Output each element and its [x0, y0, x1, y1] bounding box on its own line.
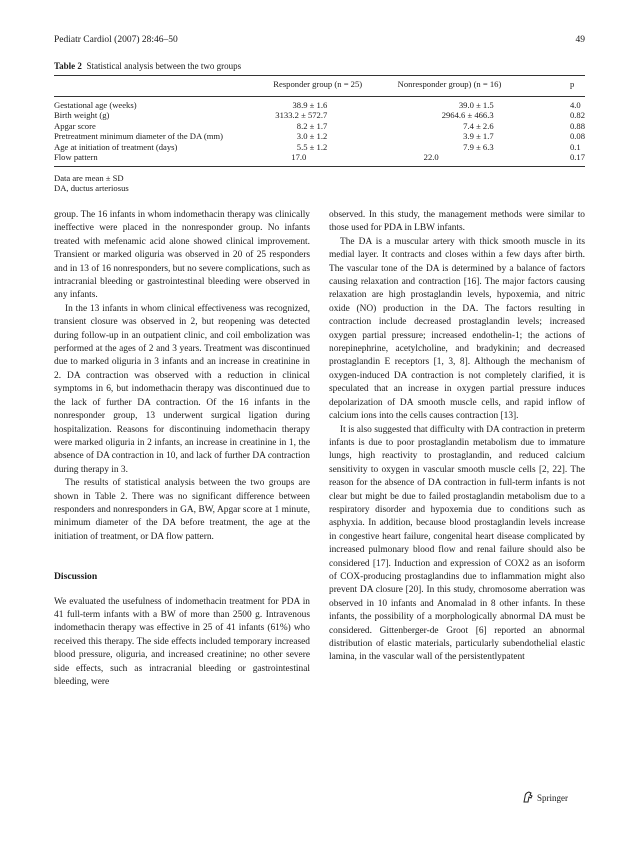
header-cell	[54, 79, 273, 96]
responder-value: 5.5 ± 1.2	[296, 141, 328, 152]
row-label: Age at initiation of treatment (days)	[54, 141, 178, 152]
table-footnotes	[54, 173, 129, 194]
left-column	[54, 209, 310, 689]
paragraph: observed. In this study, the management methods were similar to those used for PDA in LBW infants.	[329, 210, 585, 234]
p-value: 0.1	[569, 141, 581, 152]
nonresponder-value: 2964.6 ± 466.3	[441, 110, 494, 121]
nonresponder-value: 7.4 ± 2.6	[463, 120, 494, 131]
header-cell: Nonresponder group) (n = 16)	[397, 79, 502, 89]
table-bottom-rule	[54, 166, 585, 167]
table-caption	[54, 61, 241, 71]
paragraph: In the 13 infants in whom clinical effectiveness was recognized, transient closure was observed in 2, but reopening was detected during follow-up in an outpatient clinic, and coil embolization was performed at the ages of 2 and 3 years. Treatment was discontinued due to marked oliguria in 3 infants and an increase in creatinine in 2. DA contraction was observed with a reduction in clinical symptoms in 6, but indomethacin therapy was discontinued due to the lack of further DA contraction. Of the 16 infants in the nonresponder group, 13 underwent surgical ligation during hospitalization. Reasons for discontinuing indomethacin therapy were marked oliguria in 2 infants, an increase in creatinine in 1, the absence of DA contraction in 10, and lack of further DA contraction during therapy in 3.	[54, 303, 310, 475]
row-label: Pretreatment minimum diameter of the DA (mm)	[54, 131, 223, 142]
nonresponder-value: 3.9 ± 1.7	[463, 131, 494, 142]
p-value: 0.82	[569, 110, 585, 121]
footnote: DA, ductus arteriosus	[54, 183, 129, 194]
right-column	[329, 209, 585, 665]
row-label: Flow pattern	[54, 152, 98, 163]
row-label: Apgar score	[54, 120, 96, 131]
responder-value: 8.2 ± 1.7	[296, 120, 328, 131]
table-row	[54, 110, 585, 120]
statistics-table	[54, 79, 585, 162]
page-number: 49	[575, 35, 585, 45]
table-label: Table 2	[54, 61, 82, 71]
p-value: 0.17	[569, 152, 585, 163]
nonresponder-value: 7.9 ± 6.3	[463, 141, 494, 152]
nonresponder-value: 39.0 ± 1.5	[458, 100, 494, 110]
table-row	[54, 100, 585, 110]
paragraph: We evaluated the usefulness of indomethacin treatment for PDA in 41 full-term infants with a BW of more than 2500 g. Intravenous indomethacin therapy was effective in 25 of 41 infants (61%) who received this therapy. The side effects included temporary increased blood pressure, oliguria, and increased creatinine; no other severe side effects, such as intracranial bleeding or gastrointestinal bleeding, were	[54, 596, 310, 687]
paragraph: It is also suggested that difficulty with DA contraction in preterm infants is due to poor prostaglandin metabolism due to immature lungs, high reactivity to prostaglandin, and reduced calcium sensitivity to oxygen in vascular smooth muscle cells [2, 22]. The reason for the absence of DA contraction in full-term infants is not clear but might be due to failed prostaglandin metabolism due to a respiratory disorder and hypoxemia due to conditions such as asphyxia. In addition, because blood prostaglandin levels increase in congestive heart failure, congenital heart disease complicated by increased pulmonary blood flow and renal failure should also be considered [17]. Induction and expression of COX2 as an isoform of COX-producing prostaglandins due to inflammation might also prevent DA closure [20]. In this study, chromosome aberration was observed in 10 infants and Anomalad in 8 other infants. In these infants, the possibility of a morphologically abnormal DA must be considered. Gittenberger-de Groot [6] reported an abnormal distribution of elastic materials, particularly subendothelial elastic lamina, in the vascular wall of the persistentlypatent	[329, 424, 585, 663]
responder-value: 3.0 ± 1.2	[296, 131, 328, 142]
p-value: 4.0	[569, 100, 581, 110]
table-top-rule	[54, 75, 585, 76]
paragraph: group. The 16 infants in whom indomethacin therapy was clinically ineffective were placed in the nonresponder group. No infants treated with mefenamic acid alone showed clinical improvement. Transient or marked oliguria was observed in 20 of 25 responders and in 13 of 16 nonresponders, but no severe complications, such as intracranial bleeding or gastrointestinal bleeding were observed in any infants.	[54, 210, 310, 301]
responder-value: 3133.2 ± 572.7	[275, 110, 328, 121]
row-label: Birth weight (g)	[54, 110, 110, 121]
header-cell: Responder group (n = 25)	[273, 79, 363, 89]
header-cell: p	[569, 79, 575, 89]
row-label: Gestational age (weeks)	[54, 100, 137, 110]
running-header	[54, 35, 585, 45]
responder-value: 38.9 ± 1.6	[292, 100, 328, 110]
journal-citation: Pediatr Cardiol (2007) 28:46–50	[54, 35, 178, 45]
footnote: Data are mean ± SD	[54, 173, 124, 183]
springer-horse-icon	[522, 791, 534, 805]
table-title: Statistical analysis between the two groups	[86, 61, 242, 71]
paragraph: The DA is a muscular artery with thick smooth muscle in its medial layer. It contracts and closes within a few days after birth. The vascular tone of the DA is determined by a balance of factors causing relaxation and contraction [16]. The major factors causing relaxation are high prostaglandin levels, hypoxemia, and nitric oxide (NO) production in the DA. The factors resulting in contraction include decreased prostaglandin levels; increased oxygen partial pressure; increased endothelin-1; the actions of norepinephrine, acetylcholine, and bradykinin; and decreased prostaglandin E receptors [1, 3, 8]. Although the mechanism of oxygen-induced DA contraction is not completely clarified, it is speculated that an increase in oxygen partial pressure induces depolarization of DA smooth muscle cells, and rapid inflow of calcium ions into the cells causes contraction [13].	[329, 236, 585, 422]
publisher-name: Springer	[537, 793, 568, 803]
section-heading: Discussion	[54, 571, 98, 583]
paragraph: The results of statistical analysis between the two groups are shown in Table 2. There was no significant difference between responders and nonresponders in GA, BW, Apgar score at 1 minute, minimum diameter of the DA before treatment, the age at the initiation of treatment, or DA flow pattern.	[54, 478, 310, 542]
table-row	[54, 131, 585, 141]
p-value: 0.08	[569, 131, 585, 142]
table-row	[54, 121, 585, 131]
table-row	[54, 152, 585, 162]
nonresponder-value: 22.0	[423, 152, 439, 163]
p-value: 0.88	[569, 120, 585, 131]
table-header-row	[54, 79, 585, 96]
table-row	[54, 142, 585, 152]
responder-value: 17.0	[291, 152, 307, 163]
publisher-logo	[522, 791, 568, 805]
